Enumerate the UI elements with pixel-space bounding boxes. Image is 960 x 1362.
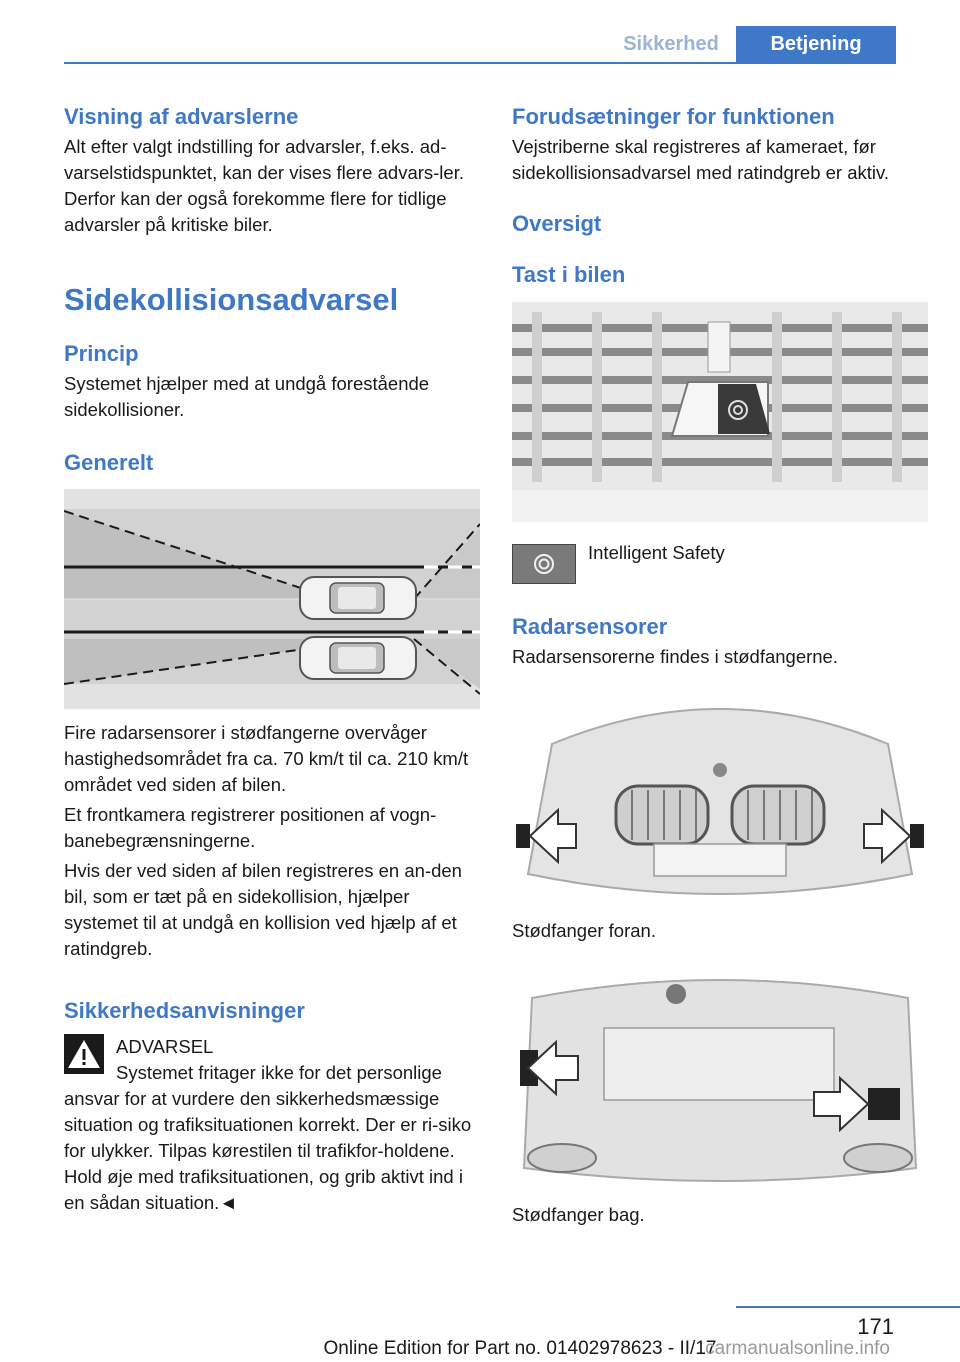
heading-generelt: Generelt xyxy=(64,450,154,475)
rear-bumper-photo xyxy=(512,968,928,1190)
heading-tast-i-bilen: Tast i bilen xyxy=(512,262,626,287)
warning-text-first: Systemet fritager ikke for det personlige xyxy=(116,1062,442,1083)
warning-label: ADVARSEL xyxy=(116,1036,214,1057)
text-radarsensorer: Radarsensorerne findes i stødfangerne. xyxy=(512,646,838,667)
warning-icon xyxy=(64,1034,104,1074)
front-caption-wrap xyxy=(512,918,928,944)
heading-sikkerhedsanvisninger: Sikkerhedsanvisninger xyxy=(64,998,305,1023)
text-forudsaetninger: Vejstriberne skal registreres af kameraet, før sidekollisionsadvarsel med ratindgreb er aktiv. xyxy=(512,136,890,183)
button-photo xyxy=(512,302,928,522)
warning-text-rest: ansvar for at vurdere den sikkerhedsmæssige situation og trafiksituationen korrekt. Der er ri-siko for ulykker. Tilpas kørestilen til trafikfor-holdene. Hold øje med trafiksituationen, og grib aktivt ind i en sådan situation.◄ xyxy=(64,1088,472,1213)
rear-caption-wrap xyxy=(512,1202,928,1228)
heading-generelt-wrap xyxy=(64,450,480,476)
front-bumper-photo xyxy=(512,684,928,906)
heading-princip: Princip xyxy=(64,341,139,366)
heading-oversigt: Oversigt xyxy=(512,211,602,236)
text-princip: Systemet hjælper med at undgå forestående sidekollisioner. xyxy=(64,373,430,420)
header-rule xyxy=(64,62,896,64)
heading-radarsensorer: Radarsensorer xyxy=(512,614,668,639)
button-caption: Intelligent Safety xyxy=(588,542,725,563)
rear-bumper-caption: Stødfanger bag. xyxy=(512,1204,645,1225)
text-generelt-1: Fire radarsensorer i stødfangerne overvåger hastighedsområdet fra ca. 70 km/t til ca. 210 km/t området ved siden af bilen. xyxy=(64,722,469,795)
heading-forudsaetninger: Forudsætninger for funktionen xyxy=(512,104,835,129)
front-bumper-caption: Stødfanger foran. xyxy=(512,920,656,941)
heading-sidekollisionsadvarsel: Sidekollisionsadvarsel xyxy=(64,282,399,317)
tab-betjening[interactable]: Betjening xyxy=(736,26,896,62)
page-number: 171 xyxy=(857,1314,894,1339)
button-caption-wrap xyxy=(588,540,928,566)
watermark: carmanualsonline.info xyxy=(705,1338,890,1359)
edition-text: Online Edition for Part no. 01402978623 - II/17 xyxy=(323,1338,717,1359)
section-generelt-text xyxy=(64,720,480,962)
text-generelt-2: Et frontkamera registrerer positionen af vogn-banebegrænsningerne. xyxy=(64,804,437,851)
section-radar xyxy=(512,614,928,670)
heading-tast-wrap xyxy=(512,262,928,288)
section-forud xyxy=(512,104,928,186)
warning-body xyxy=(64,1086,480,1216)
warning-head xyxy=(116,1034,480,1086)
heading-visning: Visning af advarslerne xyxy=(64,104,299,129)
section-visning xyxy=(64,104,480,238)
page-title xyxy=(64,282,480,318)
tab-sikkerhed[interactable]: Sikkerhed xyxy=(606,26,736,62)
section-princip xyxy=(64,341,480,423)
text-visning: Alt efter valgt indstilling for advarsler, f.eks. ad-varselstidspunktet, kan der vises flere advars-ler. Derfor kan der også forekomme flere for tidlige advarsler på kritiske biler. xyxy=(64,136,464,235)
road-diagram-svg xyxy=(64,489,480,709)
heading-oversigt-wrap xyxy=(512,211,928,237)
road-diagram xyxy=(64,489,480,709)
heading-sikkerhed-wrap xyxy=(64,998,480,1024)
text-generelt-3: Hvis der ved siden af bilen registreres en an-den bil, som er tæt på en sidekollision, hjælper systemet til at undgå en kollision ved hjælp af et ratindgreb. xyxy=(64,860,462,959)
intelligent-safety-button-icon xyxy=(512,544,576,584)
footer-rule xyxy=(736,1306,960,1308)
